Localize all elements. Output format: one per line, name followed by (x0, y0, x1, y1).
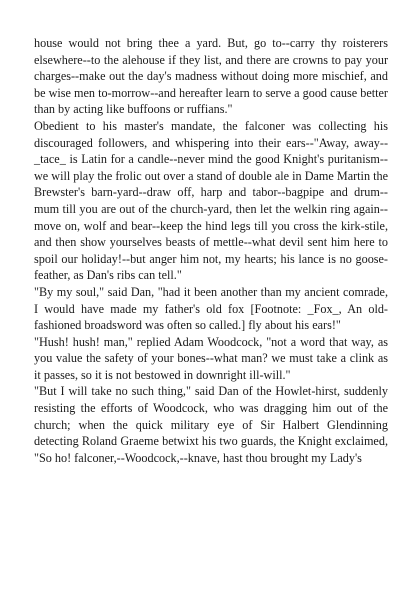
paragraph-3: "By my soul," said Dan, "had it been another than my ancient comrade, I would have made my father's old fox [Footnote: _Fox_, An old-fashioned broadsword was often so called.] fly about his ears!" (34, 284, 388, 333)
paragraph-2: Obedient to his master's mandate, the falconer was collecting his discouraged followers, and whispering into their ears--"Away, away--_tace_ is Latin for a candle--never mind the good Knight's puritanism--we will play the frolic out over a stand of double ale in Dame Martin the Brewster's barn-yard--draw off, harp and tabor--bagpipe and drum--mum till you are out of the church-yard, then let the welkin ring again--move on, wolf and bear--keep the hind legs till you cross the kirk-stile, and then show yourselves beasts of mettle--what devil sent him here to spoil our holiday!--but anger him not, my hearts; his lance is no goose-feather, as Dan's ribs can tell." (34, 118, 388, 283)
document-page (34, 35, 388, 466)
paragraph-5: "But I will take no such thing," said Dan of the Howlet-hirst, suddenly resisting the efforts of Woodcock, who was dragging him out of the church; when the quick military eye of Sir Halbert Glendinning detecting Roland Graeme betwixt his two guards, the Knight exclaimed, "So ho! falconer,--Woodcock,--knave, hast thou brought my Lady's (34, 384, 388, 465)
paragraph-1: house would not bring thee a yard. But, go to--carry thy roisterers elsewhere--to the alehouse if they list, and there are crowns to pay your charges--make out the day's madness without doing more mischief, and be wise men to-morrow--and hereafter learn to serve a good cause better than by acting like buffoons or ruffians." (34, 36, 388, 117)
paragraph-4: "Hush! hush! man," replied Adam Woodcock, "not a word that way, as you value the safety of your bones--what man? we must take a clink as it passes, so it is not bestowed in downright ill-will." (34, 334, 388, 382)
